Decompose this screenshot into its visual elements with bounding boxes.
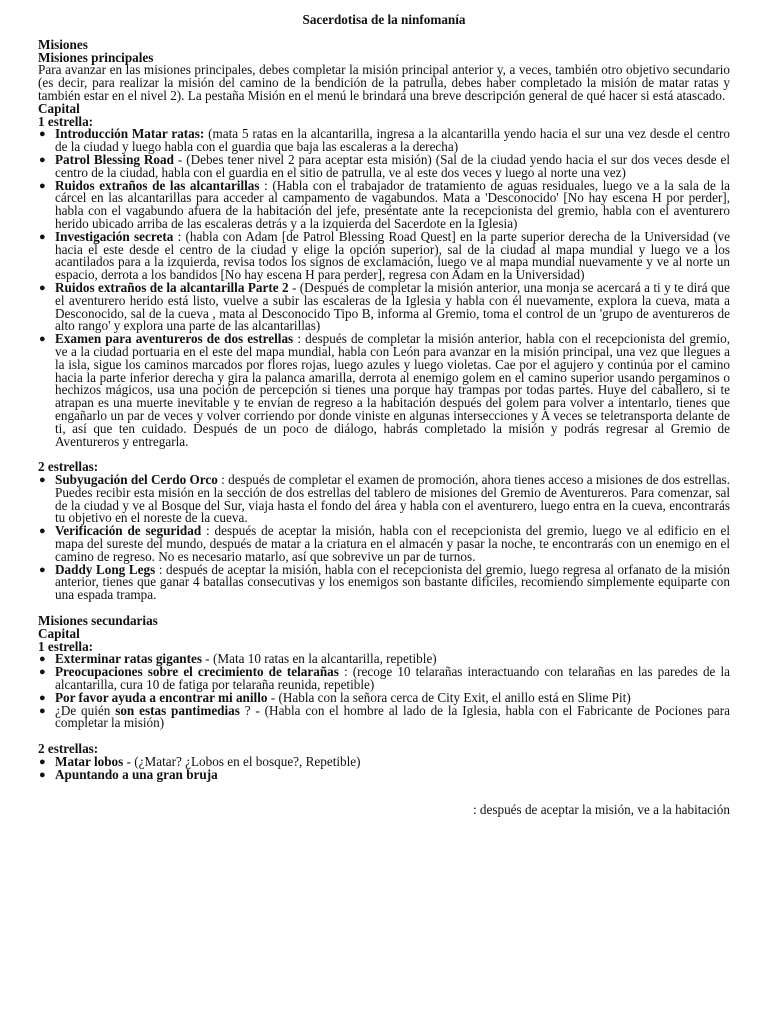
side-one-star-heading: 1 estrella:: [38, 638, 94, 654]
bullet-icon: ●: [39, 666, 46, 679]
mission-description: ? - (Habla con el hombre al lado de la Iglesia, habla con el Fabricante de Pociones para completar la misión): [55, 702, 731, 731]
main-two-star-list: [38, 474, 730, 602]
bullet-icon: ●: [39, 153, 46, 166]
capital-heading: Capital: [38, 100, 80, 116]
mission-name: Introducción Matar ratas:: [55, 126, 205, 142]
mission-description: - (Mata 10 ratas en la alcantarilla, repetible): [202, 651, 437, 667]
mission-item: [38, 474, 730, 525]
mission-description: : después de aceptar la misión, habla con el recepcionista del gremio, luego regresa al orfanato de la misión anterior, tienes que ganar 4 batallas consecutivas y los enemigos son bastante difíciles, recomiendo simplemente equiparte con una espada trampa.: [55, 561, 730, 603]
bullet-icon: ●: [39, 128, 46, 141]
mission-item: [38, 666, 730, 692]
mission-item: [38, 151, 730, 180]
bullet-icon: ●: [39, 230, 46, 243]
mission-item: [38, 279, 730, 334]
bullet-icon: ●: [39, 768, 46, 781]
side-two-star-list: [38, 756, 730, 782]
document-title: Sacerdotisa de la ninfomanía: [302, 12, 466, 27]
mission-name: Por favor ayuda a encontrar mi anillo: [55, 689, 268, 705]
mission-name: Matar lobos: [55, 754, 124, 770]
side-two-star-heading: 2 estrellas:: [38, 741, 99, 757]
side-missions-heading: Misiones secundarias: [38, 613, 158, 629]
mission-item: [38, 525, 730, 563]
mission-name: Daddy Long Legs: [55, 561, 156, 577]
bullet-icon: ●: [39, 563, 46, 576]
mission-description: : (recoge 10 telarañas interactuando con telarañas en las paredes de la alcantarilla, cura 10 de fatiga por telaraña reunida, repetible): [55, 664, 730, 693]
mission-description: : después de completar la misión anterior, habla con el recepcionista del gremio, ve a la ciudad portuaria en el este del mapa mundial, habla con León para avanzar en la misión principal, una vez que llegues a la isla, sigue los caminos marcados por flores rojas, luego azules y luego violetas. Cae por el agujero y continúa por el camino hacia la parte inferior derecha y gira la palanca amarilla, derrota al enemigo golem en el camino superior usando pergaminos o hechizos mágicos, usa una poción de percepción si tienes una porque hay trampas por todas partes. Huye del caballero, si te atrapan es una muerte inevitable y te envían de regreso a la habitación después del golem para volver a intentarlo, tienes que engañarlo un par de veces y volver corriendo por donde viniste en algunas intersecciones y A veces se teletransporta delante de ti, así que ten cuidado. Después de un poco de diálogo, habrás completado la misión y podrás regresar al Gremio de Aventureros y entregarla.: [55, 331, 730, 449]
two-star-heading: 2 estrellas:: [38, 459, 99, 475]
mission-name: Subyugación del Cerdo Orco: [55, 472, 218, 488]
mission-item: [38, 561, 730, 603]
trailing-text: : después de aceptar la misión, ve a la habitación: [472, 801, 730, 817]
mission-name: Ruidos extraños de la alcantarilla Parte 2: [55, 279, 289, 295]
bullet-icon: ●: [39, 525, 46, 538]
mission-name: Preocupaciones sobre el crecimiento de telarañas: [55, 664, 339, 680]
mission-name: Verificación de seguridad: [55, 523, 202, 539]
bullet-icon: ●: [39, 281, 46, 294]
mission-description: - (Habla con la señora cerca de City Exit, el anillo está en Slime Pit): [267, 689, 631, 705]
mission-prefix: ¿De quién: [55, 702, 116, 718]
bullet-icon: ●: [39, 756, 46, 769]
mission-description: : (habla con Adam [de Patrol Blessing Road Quest] en la parte superior derecha de la Universidad (ve hacia el este desde el centro de la ciudad y elige la opción superior), sal de la ciudad al mapa mundial y luego ve a los acantilados para a la izquierda, revisa todos los signos de exclamación, luego ve al mapa mundial nuevamente y ve al norte un espacio, derrota a los bandidos [No hay escena H para perder], regresa con Adam en la Universidad): [55, 228, 731, 283]
mission-item: [38, 228, 731, 283]
main-one-star-list: [38, 128, 730, 448]
bullet-icon: ●: [39, 653, 46, 666]
mission-description: : (Habla con el trabajador de tratamiento de aguas residuales, luego ve a la sala de la cárcel en las alcantarillas para acceder al campamento de vagabundos. Mata a 'Desconocido' [No hay escena H por perder], habla con el vagabundo afuera de la habitación del jefe, preséntate ante la recepcionista del gremio, habla con el aventurero herido ubicado arriba de las escaleras detrás y a la izquierda del Sacerdote en la Iglesia): [55, 177, 730, 231]
mission-item: [38, 702, 731, 731]
side-one-star-list: [38, 653, 730, 730]
mission-name: Patrol Blessing Road: [55, 151, 174, 167]
mission-item: [38, 128, 730, 154]
mission-description: : después de completar el examen de promoción, ahora tienes acceso a misiones de dos estrellas. Puedes recibir esta misión en la sección de dos estrellas del tablero de misiones del Gremio de Aventureros. Para comenzar, sal de la ciudad y ve al Bosque del Sur, viaja hasta el fondo del área y habla con el aventurero, luego entra en la cueva, encontrarás tu objetivo en el noreste de la cueva.: [55, 472, 730, 526]
mission-name: Apuntando a una gran bruja: [55, 766, 218, 782]
bullet-icon: ●: [39, 704, 46, 717]
main-missions-heading: Misiones principales: [38, 49, 154, 65]
mission-item: [38, 177, 730, 231]
mission-description: (mata 5 ratas en la alcantarilla, ingresa a la alcantarilla yendo hacia el sur una vez desde el centro de la ciudad y luego habla con el guardia que baja las escaleras a la derecha): [55, 126, 730, 155]
one-star-heading: 1 estrella:: [38, 113, 94, 129]
mission-item: [38, 766, 730, 782]
mission-description: - (Después de completar la misión anterior, una monja se acercará a ti y te dirá que el aventurero herido está listo, vuelve a subir las escaleras de la Iglesia y habla con él nuevamente, explora la cueva, mata a Desconocido, sal de la cueva , mata al Desconocido Tipo B, informa al Gremio, toma el control de un 'grupo de aventureros de alto rango' y explora una parte de las alcantarillas): [55, 279, 730, 334]
bullet-icon: ●: [39, 333, 46, 346]
bullet-icon: ●: [39, 179, 46, 192]
side-capital-heading: Capital: [38, 625, 80, 641]
section-heading: Misiones: [38, 36, 88, 52]
bullet-icon: ●: [39, 691, 46, 704]
mission-name: Examen para aventureros de dos estrellas: [55, 331, 294, 347]
mission-name: Ruidos extraños de las alcantarillas: [55, 177, 260, 193]
mission-description: - (¿Matar? ¿Lobos en el bosque?, Repetible): [123, 754, 361, 770]
mission-item: [38, 333, 730, 448]
mission-description: - (Debes tener nivel 2 para aceptar esta misión) (Sal de la ciudad yendo hacia el sur dos veces desde el centro de la ciudad, habla con el guardia en el sitio de patrulla, ve al este dos veces y luego al norte una vez): [55, 151, 730, 180]
mission-name: Investigación secreta: [55, 228, 174, 244]
mission-name: Exterminar ratas gigantes: [55, 651, 202, 667]
mission-description: : después de aceptar la misión, habla con el recepcionista del gremio, luego ve al edificio en el mapa del sureste del mundo, después de matar a la criatura en el almacén y pasar la noche, te encontrarás con un enemigo en el camino de regreso. No es necesario matarlo, así que sobrevive un par de turnos.: [55, 523, 730, 564]
mission-name: son estas pantimedias: [115, 702, 240, 718]
intro-paragraph: Para avanzar en las misiones principales, debes completar la misión principal anterior y, a veces, también otro objetivo secundario (es decir, para realizar la misión del camino de la bendición de la patrulla, debes haber completado la misión de matar ratas y también estar en el nivel 2). La pestaña Misión en el menú le brindará una breve descripción general de qué hacer si está atascado.: [38, 62, 730, 103]
bullet-icon: ●: [39, 474, 46, 487]
